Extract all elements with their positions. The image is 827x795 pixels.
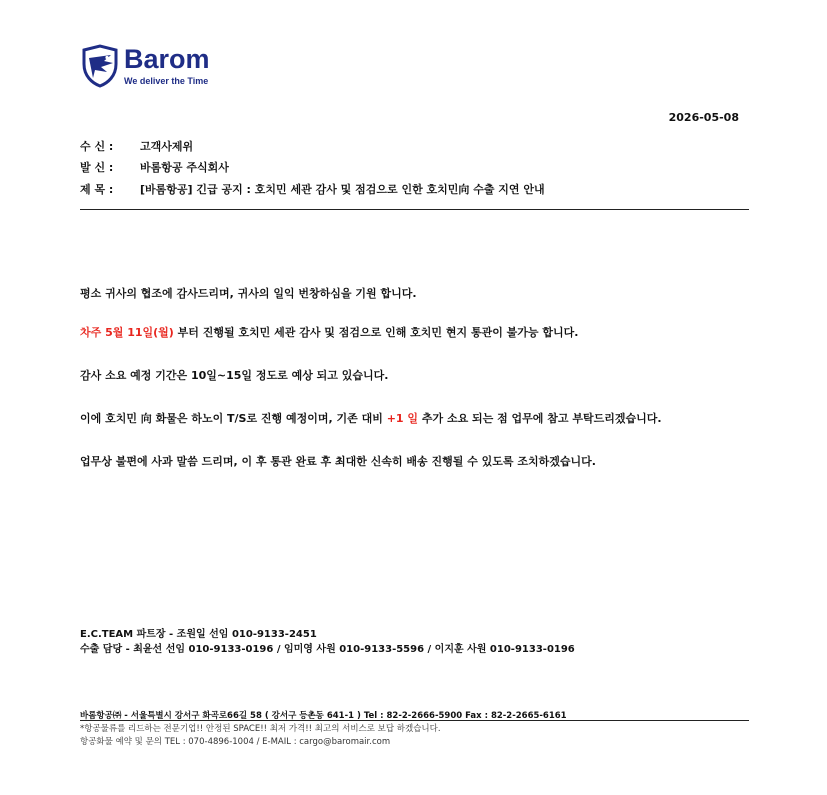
footer-slogan: *항공물류를 리드하는 전문기업!! 안정된 SPACE!! 최저 가격!! 최고의 서비스로 보답 하겠습니다.	[80, 724, 441, 734]
footer-divider	[80, 720, 749, 721]
sender-value: 바롬항공 주식회사	[140, 161, 229, 174]
subject-value: [바롬항공] 긴급 공지 : 호치민 세관 감사 및 점검으로 인한 호치민向 수출 지연 안내	[140, 183, 545, 196]
body-paragraph-notice	[80, 324, 578, 340]
contact-team-lead: E.C.TEAM 파트장 - 조원일 선임 010-9133-2451	[80, 629, 317, 640]
body-paragraph-duration: 감사 소요 예정 기간은 10일~15일 정도로 예상 되고 있습니다.	[80, 369, 389, 382]
routing-text-before: 이에 호치민 向 화물은 하노이 T/S로 진행 예정이며, 기존 대비	[80, 412, 387, 425]
body-paragraph-apology: 업무상 불편에 사과 말씀 드리며, 이 후 통관 완료 후 최대한 신속히 배송 진행될 수 있도록 조치하겠습니다.	[80, 455, 596, 468]
highlight-delay: +1 일	[386, 412, 419, 425]
company-logo	[80, 44, 240, 90]
recipient-row	[80, 138, 193, 154]
header-divider	[80, 209, 749, 210]
recipient-value: 고객사제위	[140, 140, 194, 153]
recipient-label: 수 신 :	[80, 140, 114, 153]
sender-row	[80, 159, 229, 175]
routing-text-after: 추가 소요 되는 점 업무에 참고 부탁드리겠습니다.	[418, 412, 662, 425]
notice-text: 부터 진행될 호치민 세관 감사 및 점검으로 인해 호치민 현지 통관이 불가능 합니다.	[173, 326, 579, 339]
subject-label: 제 목 :	[80, 183, 114, 196]
body-paragraph-greeting: 평소 귀사의 협조에 감사드리며, 귀사의 일익 번창하심을 기원 합니다.	[80, 287, 417, 300]
body-paragraph-routing	[80, 410, 662, 426]
sender-label: 발 신 :	[80, 161, 114, 174]
footer-address: 바롬항공㈜ - 서울특별시 강서구 화곡로66길 58 ( 강서구 등촌동 641-1 ) Tel : 82-2-2666-5900 Fax : 82-2-2665-6161	[80, 711, 567, 721]
logo-tagline: We deliver the Time	[124, 76, 209, 86]
subject-row	[80, 181, 545, 197]
eagle-shield-icon	[80, 44, 120, 88]
document-date: 2026-05-08	[668, 111, 739, 124]
footer-contact-info: 항공화물 예약 및 문의 TEL : 070-4896-1004 / E-MAIL : cargo@baromair.com	[80, 737, 391, 747]
contact-export-staff: 수출 담당 - 최윤선 선임 010-9133-0196 / 임미영 사원 010-9133-5596 / 이지훈 사원 010-9133-0196	[80, 644, 575, 655]
logo-name: Barom	[124, 44, 210, 74]
highlight-date: 차주 5월 11일(월)	[80, 326, 174, 339]
